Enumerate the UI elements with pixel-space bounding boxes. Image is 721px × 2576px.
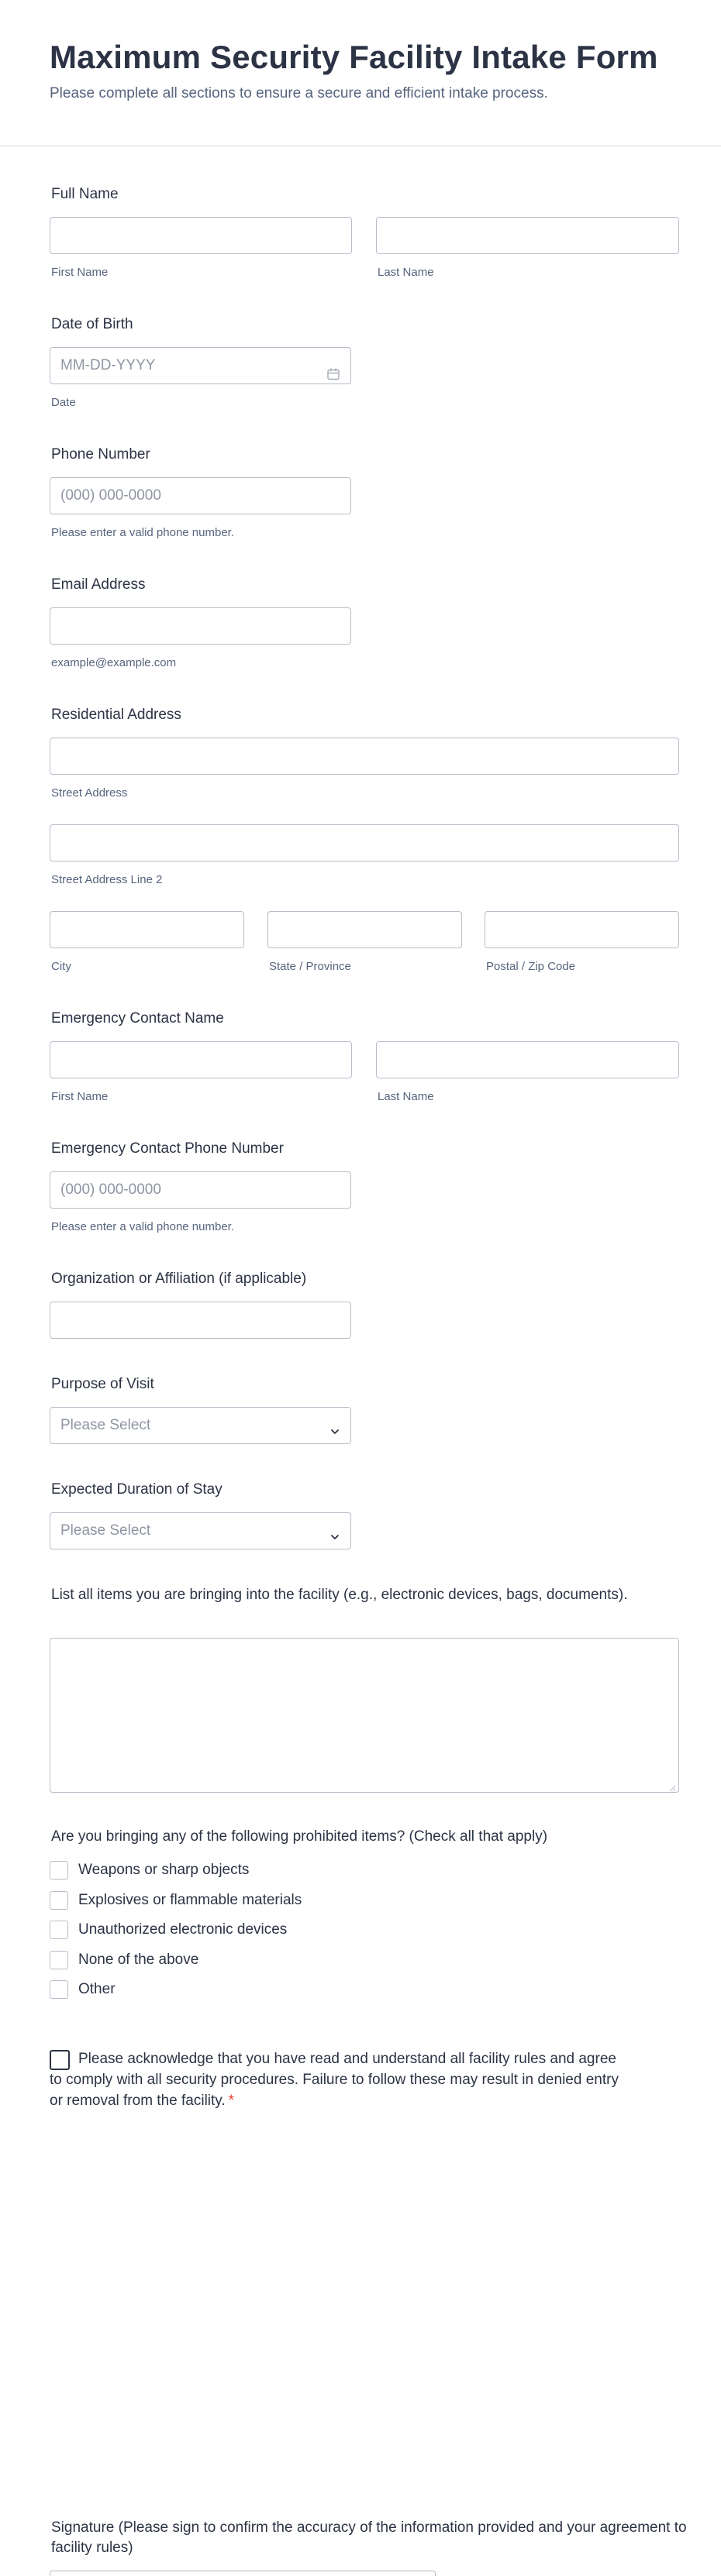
dob-label: Date of Birth — [51, 316, 133, 332]
first-name-input[interactable] — [50, 217, 352, 254]
option-label: Other — [78, 1981, 116, 1997]
organization-label: Organization or Affiliation (if applicable) — [51, 1271, 307, 1287]
acknowledge-label — [50, 2048, 631, 2111]
street-address-sublabel: Street Address — [51, 786, 128, 800]
phone-input[interactable]: (000) 000-0000 — [50, 477, 351, 514]
dob-sublabel: Date — [51, 396, 76, 409]
checkbox[interactable] — [50, 1951, 68, 1969]
first-name-sublabel: First Name — [51, 266, 109, 279]
last-name-input[interactable] — [376, 217, 679, 254]
required-asterisk: * — [228, 2093, 235, 2109]
emergency-phone-input[interactable]: (000) 000-0000 — [50, 1171, 351, 1209]
form-subtitle: Please complete all sections to ensure a secure and efficient intake process. — [50, 85, 548, 101]
duration-label: Expected Duration of Stay — [51, 1481, 223, 1498]
items-textarea[interactable] — [50, 1638, 679, 1793]
checkbox[interactable] — [50, 1891, 68, 1910]
option-label: None of the above — [78, 1952, 199, 1968]
signature-pad[interactable] — [50, 2571, 436, 2576]
address-label: Residential Address — [51, 707, 181, 723]
email-input[interactable] — [50, 607, 351, 645]
zip-sublabel: Postal / Zip Code — [486, 960, 576, 973]
street-address-input[interactable] — [50, 738, 679, 775]
purpose-label: Purpose of Visit — [51, 1376, 154, 1392]
zip-input[interactable] — [485, 911, 679, 948]
emergency-last-name-input[interactable] — [376, 1041, 679, 1078]
resize-grip-icon[interactable] — [668, 1782, 676, 1790]
option-label: Unauthorized electronic devices — [78, 1921, 288, 1938]
calendar-icon[interactable] — [326, 359, 340, 373]
phone-label: Phone Number — [51, 446, 150, 463]
prohibited-label: Are you bringing any of the following prohibited items? (Check all that apply) — [51, 1828, 548, 1845]
emergency-first-name-input[interactable] — [50, 1041, 352, 1078]
organization-input[interactable] — [50, 1302, 351, 1339]
full-name-label: Full Name — [51, 186, 119, 202]
purpose-selected-value: Please Select — [60, 1417, 151, 1433]
signature-label: Signature (Please sign to confirm the accuracy of the information provided and your agreement to facility rules) — [51, 2519, 687, 2556]
checkbox[interactable] — [50, 1861, 68, 1880]
phone-sublabel: Please enter a valid phone number. — [51, 526, 234, 539]
emergency-name-label: Emergency Contact Name — [51, 1010, 224, 1027]
street-address-line2-sublabel: Street Address Line 2 — [51, 873, 163, 886]
emergency-phone-label: Emergency Contact Phone Number — [51, 1140, 284, 1157]
duration-selected-value: Please Select — [60, 1522, 151, 1539]
state-input[interactable] — [267, 911, 462, 948]
email-sublabel: example@example.com — [51, 656, 177, 669]
duration-select[interactable] — [50, 1512, 351, 1549]
city-input[interactable] — [50, 911, 244, 948]
chevron-down-icon — [327, 1523, 343, 1539]
form-header — [0, 0, 721, 146]
checkbox[interactable] — [50, 1921, 68, 1939]
last-name-sublabel: Last Name — [378, 266, 434, 279]
chevron-down-icon — [327, 1418, 343, 1433]
street-address-line2-input[interactable] — [50, 824, 679, 862]
checkbox[interactable] — [50, 1980, 68, 1999]
state-sublabel: State / Province — [269, 960, 351, 973]
purpose-select[interactable] — [50, 1407, 351, 1444]
option-label: Weapons or sharp objects — [78, 1862, 250, 1878]
dob-input[interactable] — [50, 347, 351, 384]
emergency-first-name-sublabel: First Name — [51, 1090, 109, 1103]
items-label: List all items you are bringing into the facility (e.g., electronic devices, bags, documents). — [51, 1587, 628, 1603]
city-sublabel: City — [51, 960, 71, 973]
form-title: Maximum Security Facility Intake Form — [50, 39, 658, 75]
option-label: Explosives or flammable materials — [78, 1892, 302, 1908]
email-label: Email Address — [51, 576, 146, 593]
dob-placeholder: MM-DD-YYYY — [60, 357, 156, 373]
emergency-phone-sublabel: Please enter a valid phone number. — [51, 1220, 234, 1233]
emergency-last-name-sublabel: Last Name — [378, 1090, 434, 1103]
acknowledge-text: Please acknowledge that you have read and understand all facility rules and agree to comply with all security procedures. Failure to follow these may result in denied entry or removal from the facility. — [50, 2051, 619, 2109]
